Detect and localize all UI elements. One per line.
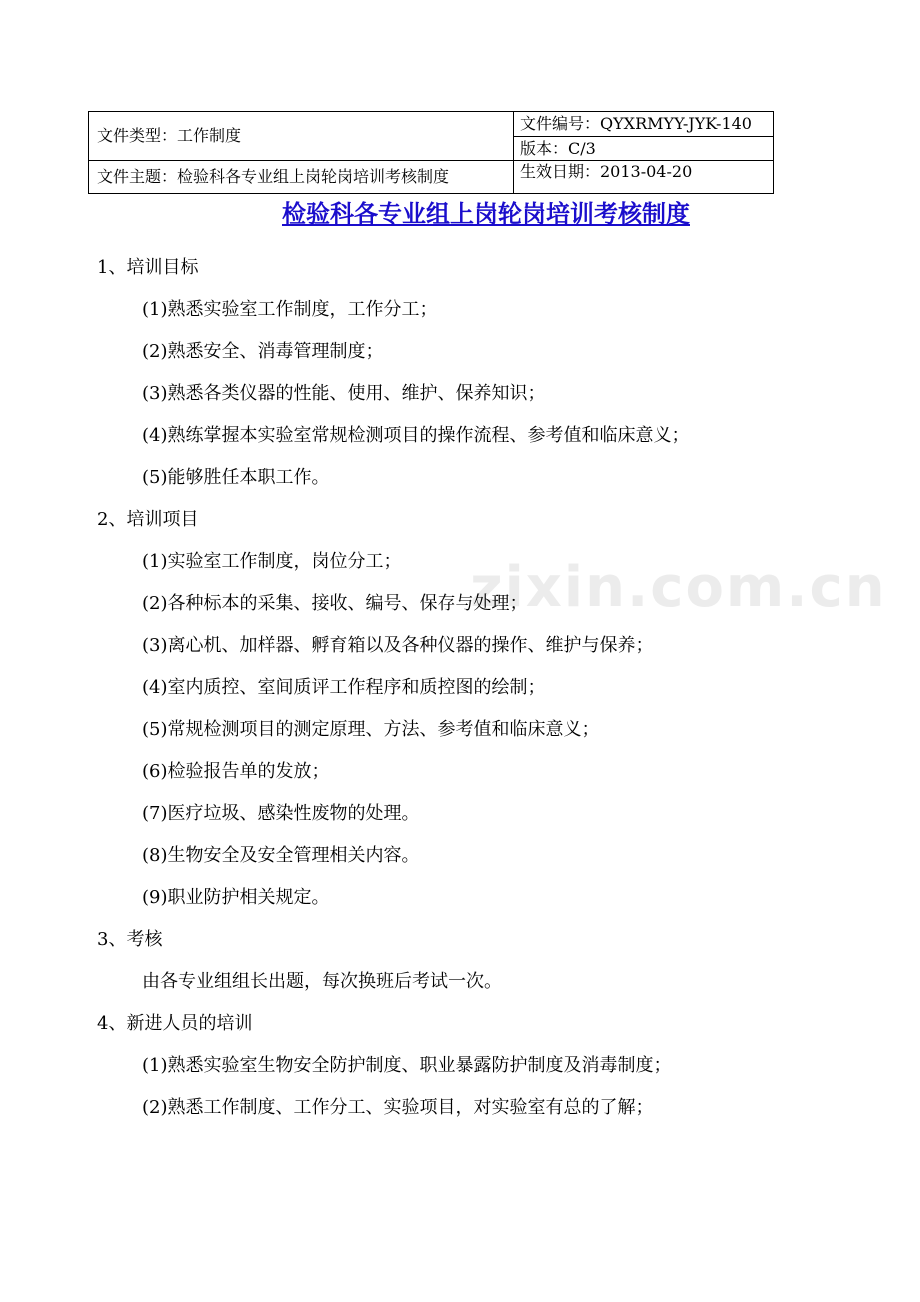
file-number-cell: 文件编号：QYXRMYY-JYK-140 <box>514 112 774 137</box>
section-heading: 2、培训项目 <box>97 509 199 530</box>
document-body <box>0 247 920 1129</box>
effective-date-cell: 生效日期：2013-04-20 <box>514 161 774 194</box>
list-item: (1)熟悉实验室生物安全防护制度、职业暴露防护制度及消毒制度； <box>142 1055 672 1076</box>
list-item: (9)职业防护相关规定。 <box>142 887 330 908</box>
list-item: (5)常规检测项目的测定原理、方法、参考值和临床意义； <box>142 719 600 740</box>
list-item: (4)熟练掌握本实验室常规检测项目的操作流程、参考值和临床意义； <box>142 425 690 446</box>
list-item: (2)各种标本的采集、接收、编号、保存与处理； <box>142 593 528 614</box>
file-type-cell: 文件类型：工作制度 <box>89 112 514 161</box>
list-item: (6)检验报告单的发放； <box>142 761 330 782</box>
document-title[interactable]: 检验科各专业组上岗轮岗培训考核制度 <box>282 200 690 228</box>
list-item: (8)生物安全及安全管理相关内容。 <box>142 845 420 866</box>
section-heading: 1、培训目标 <box>97 257 199 278</box>
list-item: (4)室内质控、室间质评工作程序和质控图的绘制； <box>142 677 546 698</box>
section-heading: 3、考核 <box>97 929 163 950</box>
list-item: (5)能够胜任本职工作。 <box>142 467 330 488</box>
list-item: (3)熟悉各类仪器的性能、使用、维护、保养知识； <box>142 383 546 404</box>
list-item: (1)熟悉实验室工作制度，工作分工； <box>142 299 438 320</box>
list-item: 由各专业组组长出题，每次换班后考试一次。 <box>142 971 502 992</box>
list-item: (2)熟悉工作制度、工作分工、实验项目，对实验室有总的了解； <box>142 1097 654 1118</box>
list-item: (2)熟悉安全、消毒管理制度； <box>142 341 384 362</box>
version-cell: 版本：C/3 <box>514 137 774 161</box>
file-subject-cell: 文件主题：检验科各专业组上岗轮岗培训考核制度 <box>89 161 514 194</box>
document-header-table <box>88 111 774 194</box>
section-heading: 4、新进人员的培训 <box>97 1013 253 1034</box>
list-item: (7)医疗垃圾、感染性废物的处理。 <box>142 803 420 824</box>
list-item: (1)实验室工作制度，岗位分工； <box>142 551 402 572</box>
watermark: zixin.com.cn <box>470 555 887 620</box>
list-item: (3)离心机、加样器、孵育箱以及各种仪器的操作、维护与保养； <box>142 635 654 656</box>
